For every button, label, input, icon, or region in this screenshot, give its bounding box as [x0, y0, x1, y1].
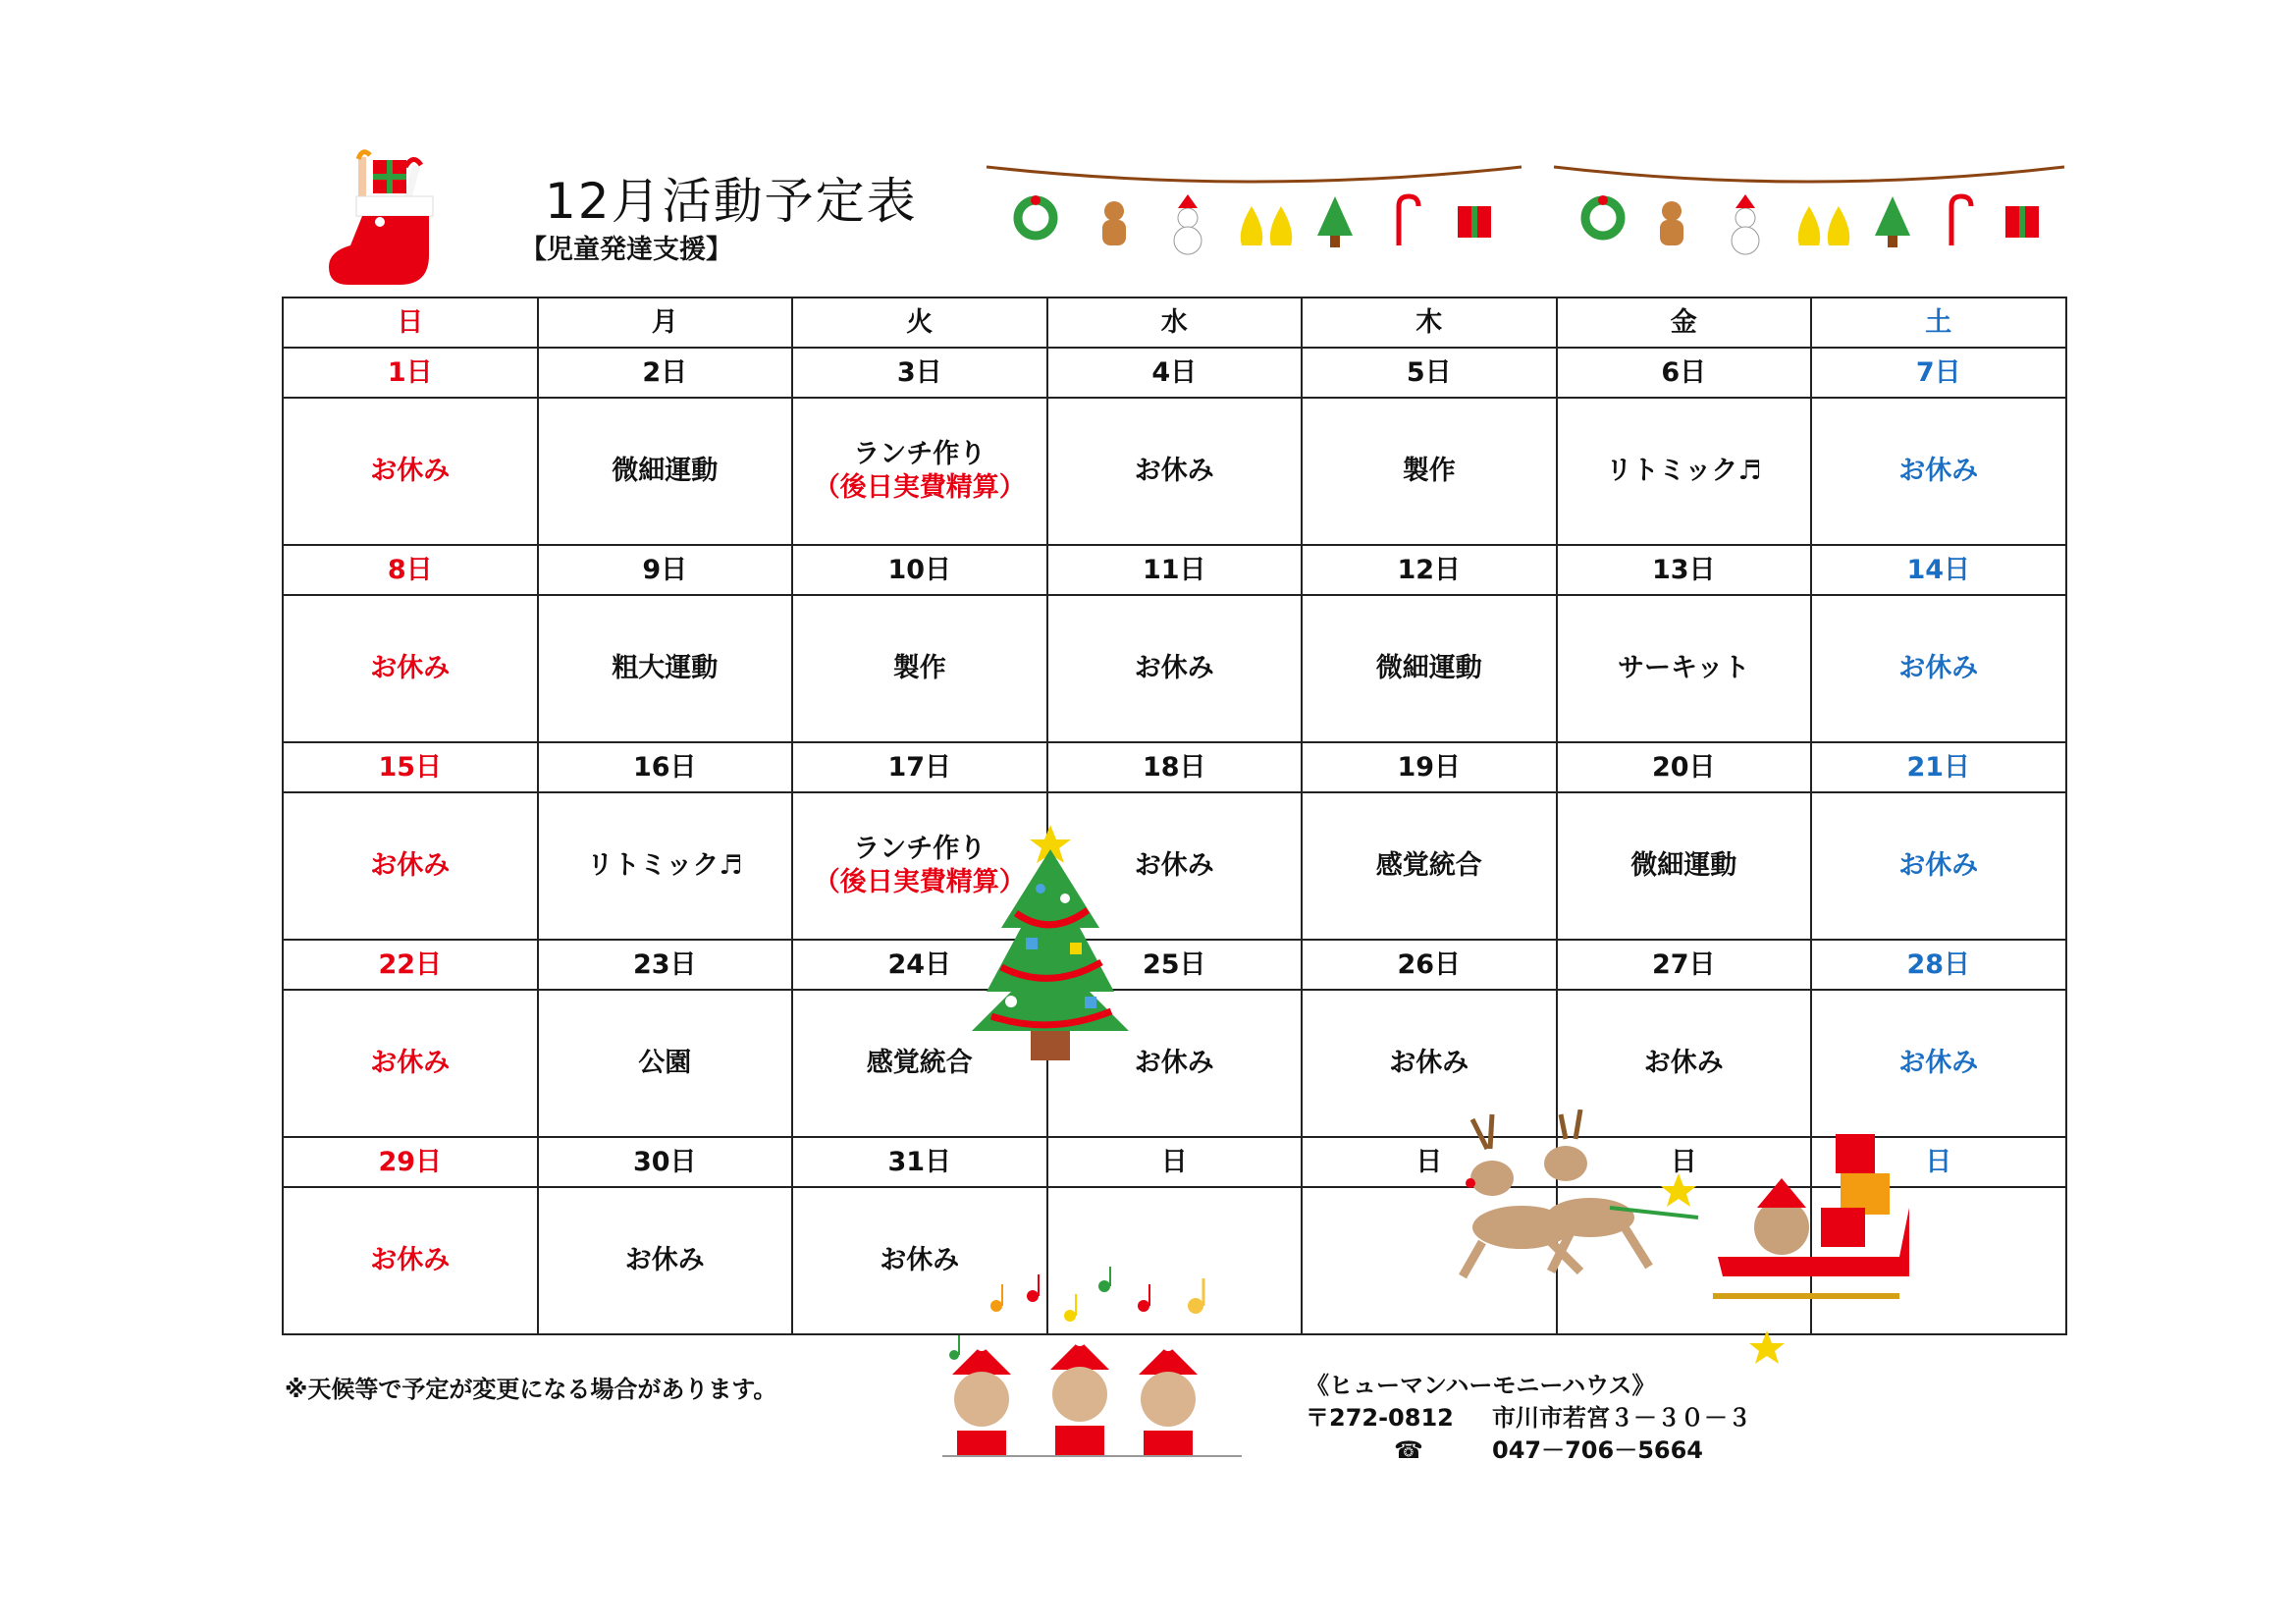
date-cell: 3日 — [792, 348, 1047, 398]
activity-row — [283, 792, 2066, 940]
activity-cell — [1302, 398, 1557, 545]
date-cell: 11日 — [1047, 545, 1303, 595]
address: 市川市若宮３－３０－３ — [1492, 1404, 1751, 1432]
date-cell: 日 — [1302, 1137, 1557, 1187]
date-cell: 31日 — [792, 1137, 1047, 1187]
activity-cell — [283, 1187, 538, 1334]
activity-label: 製作 — [892, 653, 946, 684]
activity-label: お休み — [1134, 653, 1214, 684]
activity-label: お休み — [370, 456, 451, 487]
activity-cell — [1047, 398, 1303, 545]
date-cell: 2日 — [538, 348, 793, 398]
date-cell: 10日 — [792, 545, 1047, 595]
date-cell: 13日 — [1557, 545, 1812, 595]
schedule-change-note: ※天候等で予定が変更になる場合があります。 — [285, 1376, 777, 1403]
activity-label: お休み — [370, 653, 451, 684]
date-cell: 17日 — [792, 742, 1047, 792]
activity-cell — [1047, 595, 1303, 742]
office-phone-row — [1306, 1435, 1751, 1467]
activity-label: お休み — [1134, 1048, 1214, 1079]
weekday-header: 日 — [283, 298, 538, 348]
activity-label: 微細運動 — [1375, 653, 1482, 684]
weekday-header: 火 — [792, 298, 1047, 348]
date-cell: 4日 — [1047, 348, 1303, 398]
date-row — [283, 940, 2066, 990]
page-title: 12月活動予定表 — [545, 173, 918, 230]
office-name: 《ヒューマンハーモニーハウス》 — [1306, 1372, 1656, 1399]
weekday-header: 木 — [1302, 298, 1557, 348]
date-cell: 28日 — [1811, 940, 2066, 990]
date-row — [283, 545, 2066, 595]
activity-row — [283, 398, 2066, 545]
activity-label: お休み — [1898, 456, 1979, 487]
santa-bears-icon — [937, 1340, 1252, 1458]
activity-cell — [538, 792, 793, 940]
date-row — [283, 742, 2066, 792]
activity-label: 公園 — [638, 1048, 692, 1079]
date-cell: 8日 — [283, 545, 538, 595]
activity-label: お休み — [1643, 1048, 1724, 1079]
activity-cell — [283, 398, 538, 545]
date-cell: 21日 — [1811, 742, 2066, 792]
activity-cell — [1557, 398, 1812, 545]
date-cell: 5日 — [1302, 348, 1557, 398]
activity-cell — [1557, 792, 1812, 940]
christmas-garland-icon — [977, 157, 1531, 275]
activity-cell — [792, 595, 1047, 742]
christmas-garland-icon — [1544, 157, 2074, 275]
activity-cell — [1811, 792, 2066, 940]
date-cell: 日 — [1557, 1137, 1812, 1187]
activity-cell — [792, 398, 1047, 545]
date-cell: 9日 — [538, 545, 793, 595]
activity-cell — [1557, 595, 1812, 742]
activity-label: 粗大運動 — [612, 653, 719, 684]
activity-label: お休み — [880, 1245, 960, 1276]
activity-cell — [1302, 792, 1557, 940]
weekday-header: 水 — [1047, 298, 1303, 348]
christmas-tree-icon — [972, 820, 1129, 1060]
activity-note: （後日実費精算） — [813, 472, 1026, 503]
activity-label: お休み — [370, 850, 451, 882]
office-address-row — [1306, 1402, 1751, 1435]
activity-label: お休み — [1898, 653, 1979, 684]
activity-label: リトミック♬ — [1605, 456, 1762, 487]
activity-cell — [1302, 595, 1557, 742]
date-cell: 26日 — [1302, 940, 1557, 990]
weekday-header: 月 — [538, 298, 793, 348]
date-cell: 12日 — [1302, 545, 1557, 595]
postal-code: 〒272-0812 — [1306, 1404, 1454, 1432]
date-cell: 25日 — [1047, 940, 1303, 990]
reindeer-sleigh-icon — [1453, 1110, 1924, 1365]
weekday-header: 金 — [1557, 298, 1812, 348]
christmas-stocking-icon — [329, 145, 456, 293]
activity-cell — [538, 398, 793, 545]
activity-label: 製作 — [1402, 456, 1456, 487]
activity-cell — [538, 990, 793, 1137]
activity-cell — [283, 990, 538, 1137]
date-cell: 日 — [1811, 1137, 2066, 1187]
activity-label: お休み — [1898, 850, 1979, 882]
activity-label: お休み — [370, 1245, 451, 1276]
activity-cell — [538, 595, 793, 742]
date-cell: 19日 — [1302, 742, 1557, 792]
activity-label: サーキット — [1618, 653, 1750, 684]
date-cell: 16日 — [538, 742, 793, 792]
activity-label: ランチ作り — [853, 439, 987, 470]
weekday-header-row — [283, 298, 2066, 348]
page-subtitle: 【児童発達支援】 — [520, 235, 732, 265]
activity-cell — [538, 1187, 793, 1334]
date-cell: 24日 — [792, 940, 1047, 990]
activity-label: 微細運動 — [1630, 850, 1737, 882]
office-info — [1306, 1370, 1751, 1467]
date-cell: 日 — [1047, 1137, 1303, 1187]
date-cell: 7日 — [1811, 348, 2066, 398]
phone-number: 047－706－5664 — [1492, 1436, 1703, 1464]
date-cell: 15日 — [283, 742, 538, 792]
activity-label: お休み — [1134, 850, 1214, 882]
activity-label: お休み — [370, 1048, 451, 1079]
date-cell: 29日 — [283, 1137, 538, 1187]
weekday-header: 土 — [1811, 298, 2066, 348]
activity-label: ランチ作り — [853, 834, 987, 865]
activity-row — [283, 595, 2066, 742]
telephone-icon: ☎ — [1394, 1436, 1423, 1464]
date-cell: 22日 — [283, 940, 538, 990]
activity-label: リトミック♬ — [586, 850, 743, 882]
activity-cell — [283, 595, 538, 742]
date-row — [283, 348, 2066, 398]
activity-cell — [1811, 398, 2066, 545]
activity-label: 感覚統合 — [866, 1048, 973, 1079]
activity-cell — [1811, 595, 2066, 742]
date-cell: 18日 — [1047, 742, 1303, 792]
activity-note: （後日実費精算） — [813, 867, 1026, 897]
activity-label: お休み — [1898, 1048, 1979, 1079]
date-cell: 30日 — [538, 1137, 793, 1187]
activity-cell — [283, 792, 538, 940]
activity-label: 微細運動 — [612, 456, 719, 487]
activity-label: お休み — [1134, 456, 1214, 487]
activity-label: 感覚統合 — [1375, 850, 1482, 882]
activity-label: お休み — [1389, 1048, 1469, 1079]
date-cell: 1日 — [283, 348, 538, 398]
date-cell: 14日 — [1811, 545, 2066, 595]
date-cell: 27日 — [1557, 940, 1812, 990]
date-cell: 6日 — [1557, 348, 1812, 398]
date-cell: 23日 — [538, 940, 793, 990]
date-cell: 20日 — [1557, 742, 1812, 792]
activity-label: お休み — [624, 1245, 705, 1276]
